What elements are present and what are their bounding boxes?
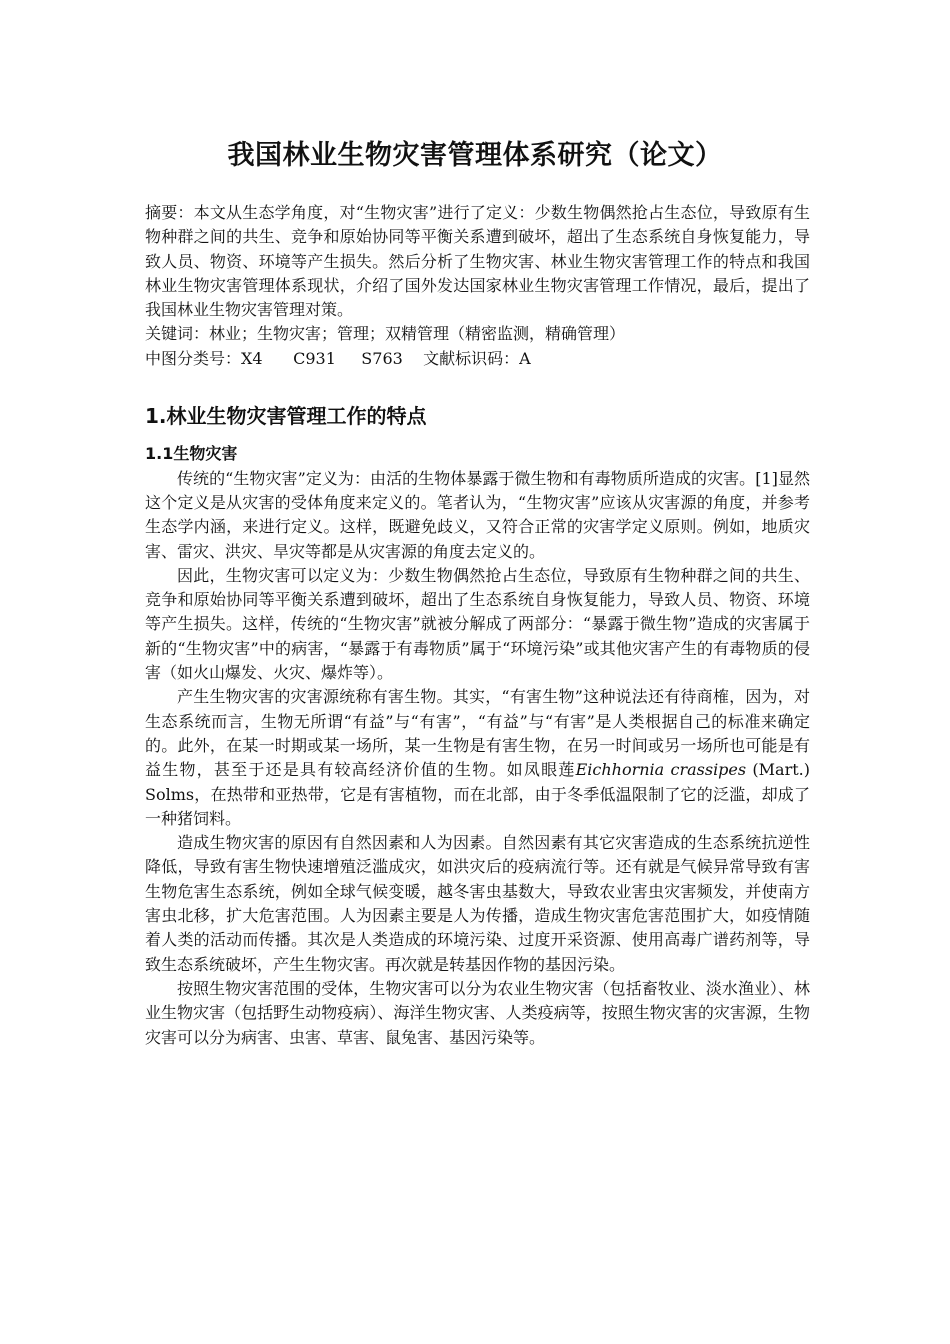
classification-line: 中图分类号：X4 C931 S763 文献标识码：A bbox=[145, 348, 531, 368]
subsection-heading: 1.1生物灾害 bbox=[145, 444, 238, 464]
document-body bbox=[145, 201, 810, 1050]
species-name: Eichhornia crassipes bbox=[575, 760, 747, 780]
body-paragraph: 因此，生物灾害可以定义为：少数生物偶然抢占生态位，导致原有生物种群之间的共生、竞争和原始协同等平衡关系遭到破坏，超出了生态系统自身恢复能力，导致人员、物资、环境等产生损失。这样，传统的“生物灾害”就被分解成了两部分：“暴露于微生物”造成的灾害属于新的“生物灾害”中的病害，“暴露于有毒物质”属于“环境污染”或其他灾害产生的有毒物质的侵害（如火山爆发、火灾、爆炸等）。 bbox=[145, 565, 810, 683]
body-paragraph bbox=[145, 685, 810, 831]
body-paragraph: 造成生物灾害的原因有自然因素和人为因素。自然因素有其它灾害造成的生态系统抗逆性降低，导致有害生物快速增殖泛滥成灾，如洪灾后的疫病流行等。还有就是气候异常导致有害生物危害生态系统，例如全球气候变暖，越冬害虫基数大，导致农业害虫灾害频发，并使南方害虫北移，扩大危害范围。人为因素主要是人为传播，造成生物灾害危害范围扩大，如疫情随着人类的活动而传播。其次是人类造成的环境污染、过度开采资源、使用高毒广谱药剂等，导致生态系统破坏，产生生物灾害。再次就是转基因作物的基因污染。 bbox=[145, 833, 810, 974]
document-title: 我国林业生物灾害管理体系研究（论文） bbox=[227, 140, 723, 171]
abstract-paragraph: 摘要：本文从生态学角度，对“生物灾害”进行了定义：少数生物偶然抢占生态位，导致原有生物种群之间的共生、竞争和原始协同等平衡关系遭到破坏，超出了生态系统自身恢复能力，导致人员、物资、环境等产生损失。然后分析了生物灾害、林业生物灾害管理工作的特点和我国林业生物灾害管理体系现状，介绍了国外发达国家林业生物灾害管理工作情况，最后，提出了我国林业生物灾害管理对策。 bbox=[145, 203, 810, 320]
body-paragraph: 按照生物灾害范围的受体，生物灾害可以分为农业生物灾害（包括畜牧业、淡水渔业）、林业生物灾害（包括野生动物疫病）、海洋生物灾害、人类疫病等，按照生物灾害的灾害源，生物灾害可以分为病害、虫害、草害、鼠兔害、基因污染等。 bbox=[145, 978, 810, 1047]
body-paragraph: 传统的“生物灾害”定义为：由活的生物体暴露于微生物和有毒物质所造成的灾害。[1]显然这个定义是从灾害的受体角度来定义的。笔者认为，“生物灾害”应该从灾害源的角度，并参考生态学内涵，来进行定义。这样，既避免歧义，又符合正常的灾害学定义原则。例如，地质灾害、雷灾、洪灾、旱灾等都是从灾害源的角度去定义的。 bbox=[145, 468, 810, 561]
paragraph-text: 产生生物灾害的灾害源统称有害生物。其实，“有害生物”这种说法还有待商榷，因为，对生态系统而言，生物无所谓“有益”与“有害”，“有益”与“有害”是人类根据自己的标准来确定的。此外，在某一时期或某一场所，某一生物是有害生物，在另一时间或另一场所也可能是有益生物，甚至于还是具有较高经济价值的生物。如凤眼莲 bbox=[145, 687, 810, 780]
section-heading: 1.林业生物灾害管理工作的特点 bbox=[145, 404, 427, 429]
keywords-line: 关键词：林业；生物灾害；管理；双精管理（精密监测，精确管理） bbox=[145, 324, 626, 344]
paragraph-text: (Mart.) Solms，在热带和亚热带，它是有害植物，而在北部，由于冬季低温限制了它的泛滥，却成了一种猪饲料。 bbox=[145, 760, 810, 828]
